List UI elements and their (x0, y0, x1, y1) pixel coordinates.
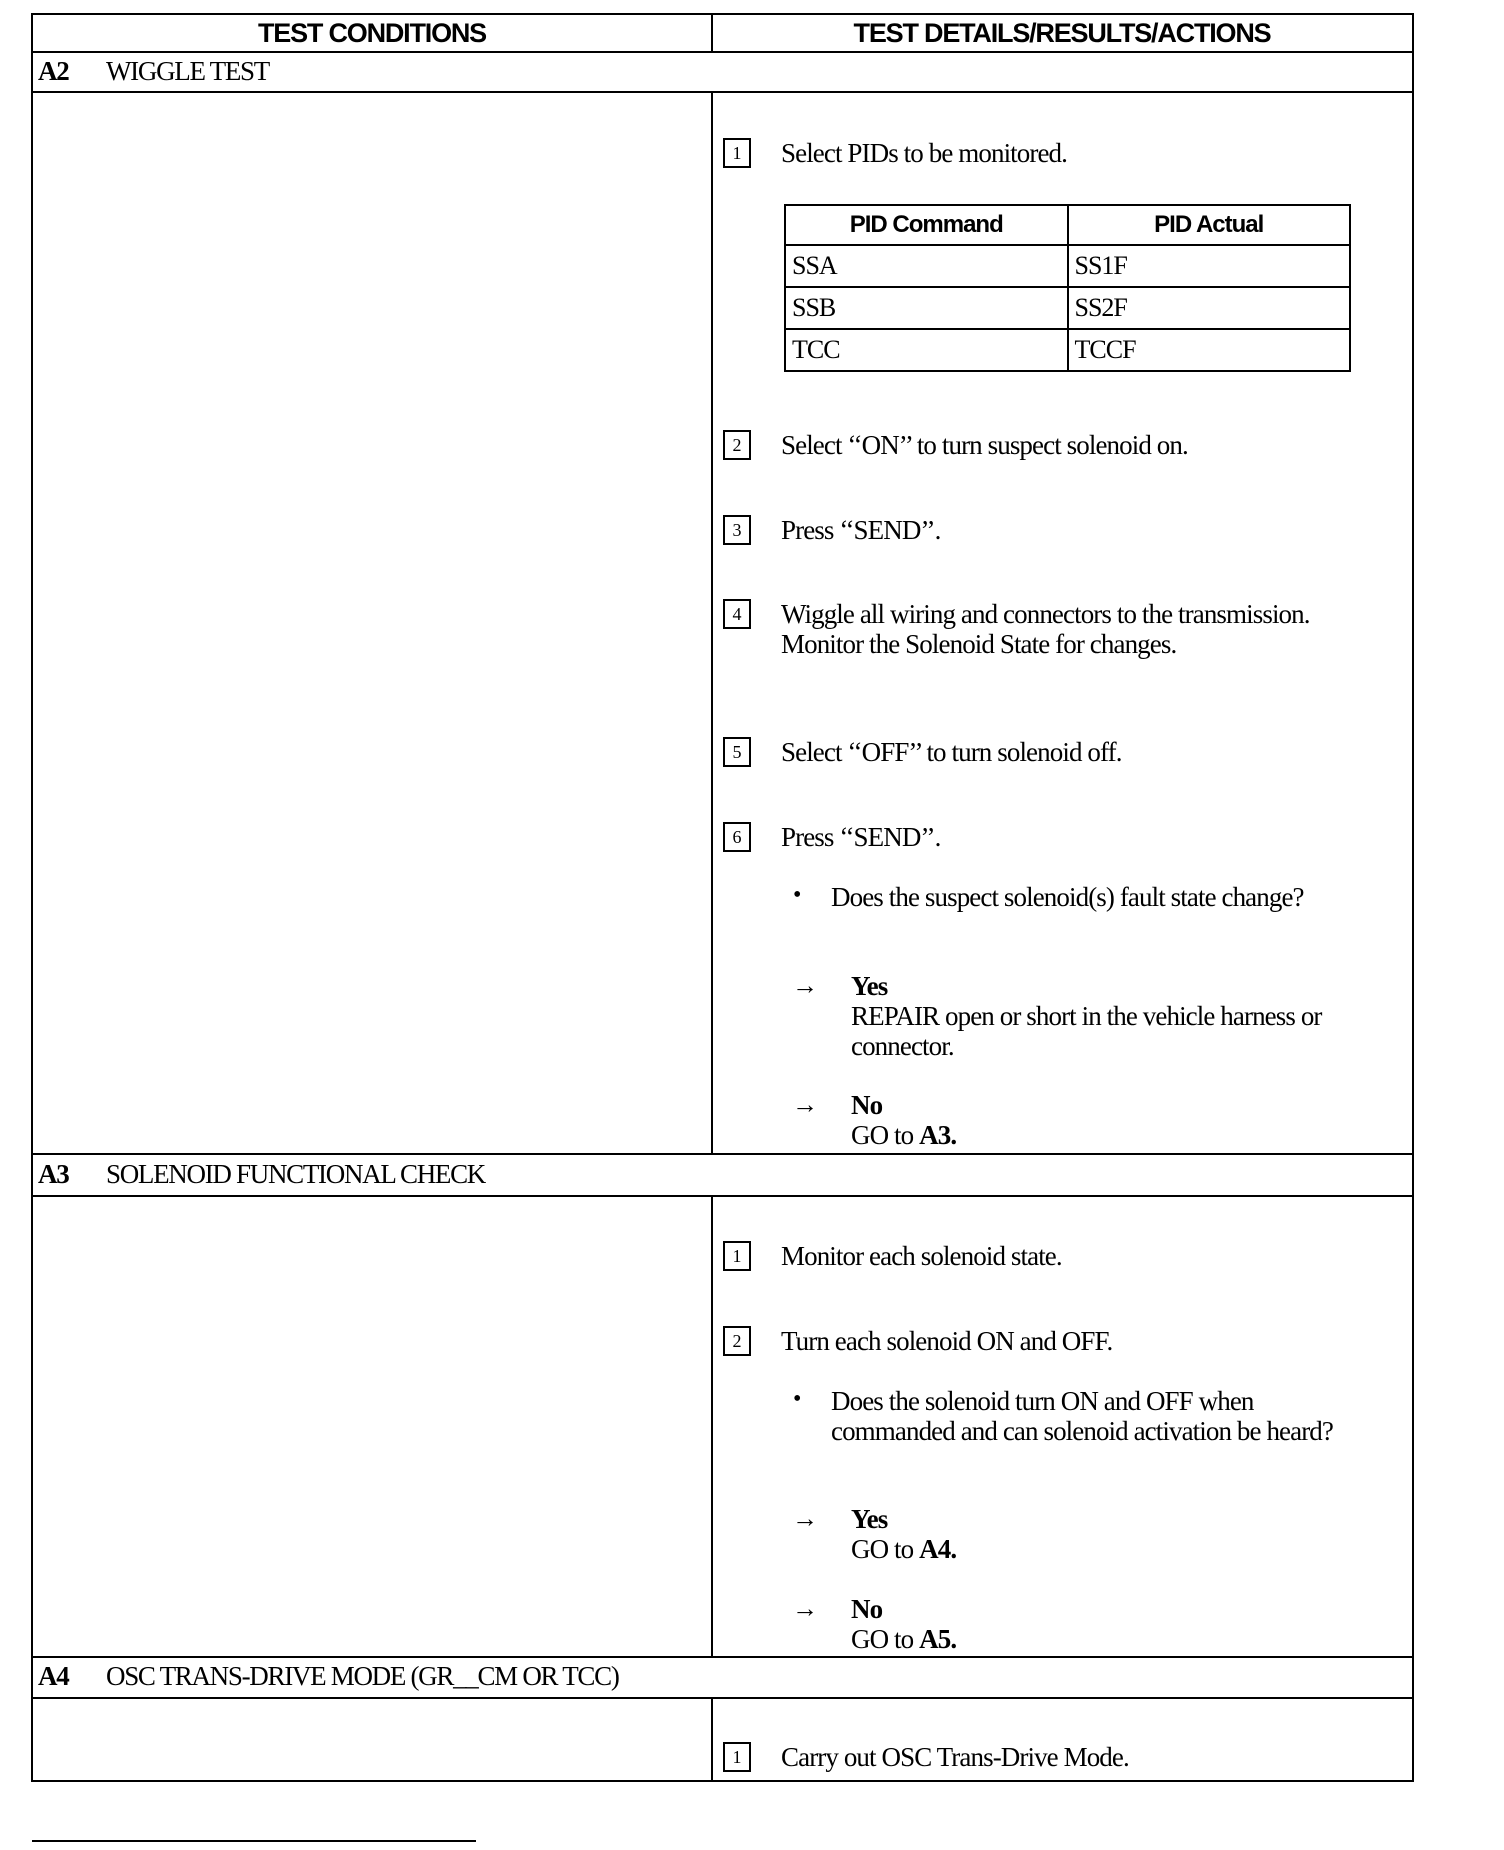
step-number-box: 1 (723, 138, 751, 168)
step-text: Press ‘‘SEND’’. (781, 822, 941, 852)
section-a4-title (38, 1661, 619, 1692)
question-text: Does the suspect solenoid(s) fault state change? (831, 882, 1304, 912)
section-id: A2 (38, 56, 69, 86)
column-divider (711, 1697, 713, 1782)
step-text: Carry out OSC Trans-Drive Mode. (781, 1742, 1129, 1772)
table-row (785, 287, 1350, 329)
no-action-prefix: GO to (851, 1120, 920, 1150)
yes-action: REPAIR open or short in the vehicle harness or connector. (851, 1001, 1322, 1061)
bullet-icon: • (793, 882, 802, 908)
step-text: Monitor each solenoid state. (781, 1241, 1062, 1271)
header-test-conditions: TEST CONDITIONS (257, 18, 486, 48)
table-right-border (1412, 13, 1414, 1782)
footer-rule (32, 1840, 476, 1842)
column-header: PID Actual (1068, 205, 1351, 245)
a4-top-divider (32, 1656, 1414, 1658)
yes-label: Yes (851, 1504, 888, 1534)
no-label: No (851, 1090, 883, 1120)
yes-label: Yes (851, 971, 888, 1001)
a2-row-divider (32, 91, 1414, 93)
column-header: PID Command (785, 205, 1068, 245)
a4-row-divider (32, 1697, 1414, 1699)
section-a3-title (38, 1159, 485, 1190)
step-number-box: 3 (723, 515, 751, 545)
step-text: Select PIDs to be monitored. (781, 138, 1067, 168)
step-number-box: 1 (723, 1241, 751, 1271)
punctuation: . (950, 1120, 957, 1150)
section-id: A4 (38, 1661, 69, 1691)
section-a2-title (38, 56, 269, 87)
table-row (785, 329, 1350, 371)
no-answer (851, 1594, 1391, 1654)
header-test-details: TEST DETAILS/RESULTS/ACTIONS (853, 18, 1271, 48)
no-answer (851, 1090, 1391, 1150)
table-cell: SS2F (1068, 287, 1351, 329)
step-text: Wiggle all wiring and connectors to the transmission. Monitor the Solenoid State for changes. (781, 599, 1310, 659)
table-header-row (785, 205, 1350, 245)
bullet-icon: • (793, 1386, 802, 1412)
step-number-box: 4 (723, 599, 751, 629)
yes-answer (851, 1504, 1391, 1564)
question-text: Does the solenoid turn ON and OFF when commanded and can solenoid activation be heard? (831, 1386, 1333, 1446)
go-to-target: A3 (919, 1120, 951, 1150)
a3-top-divider (32, 1153, 1414, 1155)
section-id: A3 (38, 1159, 69, 1189)
column-divider (711, 91, 713, 1155)
table-bottom-border (32, 1780, 1414, 1782)
go-to-target: A4 (919, 1534, 951, 1564)
table-left-border (31, 13, 33, 1782)
go-to-target: A5 (919, 1624, 951, 1654)
arrow-right-icon: → (792, 1090, 818, 1119)
arrow-right-icon: → (792, 1504, 818, 1533)
yes-action-prefix: GO to (851, 1534, 920, 1564)
step-number-box: 5 (723, 737, 751, 767)
arrow-right-icon: → (792, 971, 818, 1000)
punctuation: . (950, 1624, 957, 1654)
pid-table (784, 204, 1351, 372)
table-cell: TCC (785, 329, 1068, 371)
column-divider (711, 1195, 713, 1658)
no-label: No (851, 1594, 883, 1624)
table-cell: SSA (785, 245, 1068, 287)
section-title: SOLENOID FUNCTIONAL CHECK (106, 1159, 485, 1189)
step-number-box: 2 (723, 430, 751, 460)
table-row (785, 245, 1350, 287)
step-number-box: 6 (723, 822, 751, 852)
section-title: WIGGLE TEST (106, 56, 269, 86)
punctuation: . (950, 1534, 957, 1564)
step-text: Select ‘‘OFF’’ to turn solenoid off. (781, 737, 1122, 767)
no-action-prefix: GO to (851, 1624, 920, 1654)
arrow-right-icon: → (792, 1594, 818, 1623)
step-number-box: 2 (723, 1326, 751, 1356)
step-number-box: 1 (723, 1742, 751, 1772)
table-cell: SS1F (1068, 245, 1351, 287)
step-text: Turn each solenoid ON and OFF. (781, 1326, 1113, 1356)
step-text: Select ‘‘ON’’ to turn suspect solenoid on. (781, 430, 1188, 460)
yes-answer (851, 971, 1391, 1061)
a3-row-divider (32, 1195, 1414, 1197)
section-title: OSC TRANS-DRIVE MODE (GR__CM OR TCC) (106, 1661, 619, 1691)
table-cell: SSB (785, 287, 1068, 329)
step-text: Press ‘‘SEND’’. (781, 515, 941, 545)
table-cell: TCCF (1068, 329, 1351, 371)
